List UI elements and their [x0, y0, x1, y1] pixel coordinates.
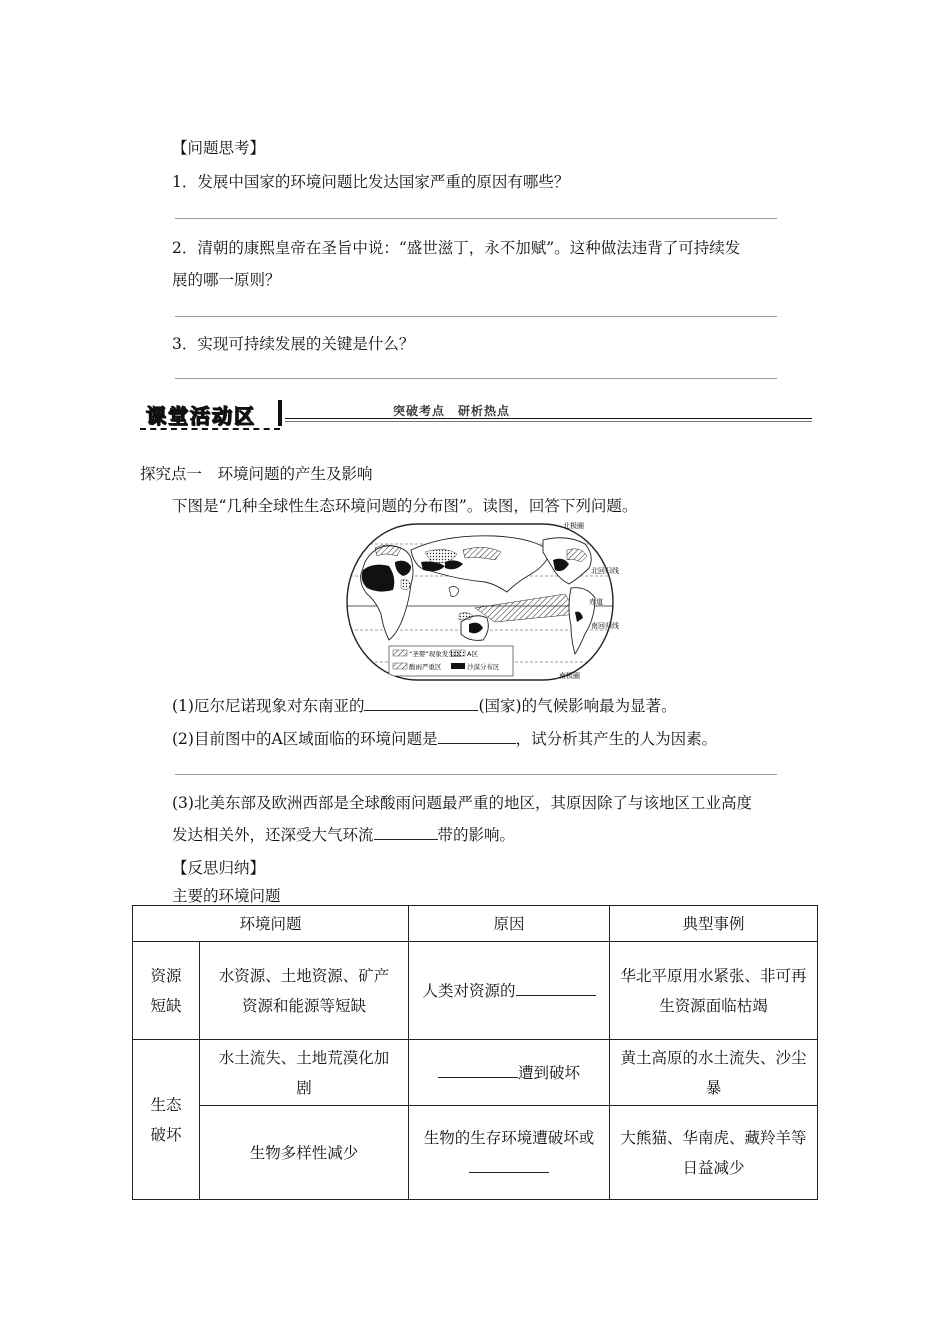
- blank-p2[interactable]: [438, 729, 516, 744]
- question-p1: (1)厄尔尼诺现象对东南亚的 (国家)的气候影响最为显著。: [172, 697, 677, 715]
- header-example: 典型事例: [610, 906, 818, 942]
- legend-area-a-label: A区: [467, 650, 478, 658]
- cause-cell: 遭到破坏: [409, 1040, 610, 1106]
- world-map-figure: [345, 522, 619, 682]
- question-p3-line2: 发达相关外，还深受大气环流 带的影响。: [172, 826, 516, 844]
- table-row: [133, 1106, 818, 1200]
- label-north-polar: 北极圈: [563, 522, 584, 530]
- label-tropic-capricorn: 南回归线: [591, 622, 619, 630]
- example-cell: 大熊猫、华南虎、藏羚羊等日益减少: [610, 1106, 818, 1200]
- legend-acid-rain-swatch: [393, 663, 407, 669]
- banner-subtitle: 突破考点 研析热点: [393, 404, 511, 418]
- question-3: 3．实现可持续发展的关键是什么？: [172, 335, 415, 353]
- legend-el-nino-swatch: [393, 650, 407, 656]
- legend-desert-label: 沙漠分布区: [467, 663, 500, 671]
- blank-p3[interactable]: [374, 825, 438, 840]
- question-p3-line1: (3)北美东部及欧洲西部是全球酸雨问题最严重的地区，其原因除了与该地区工业高度: [172, 794, 752, 812]
- banner-title: 课堂活动区: [146, 404, 256, 428]
- question-p2: (2)目前图中的A区域面临的环境问题是 ，试分析其产生的人为因素。: [172, 730, 718, 748]
- table-title: 主要的环境问题: [172, 887, 281, 905]
- example-cell: 黄土高原的水土流失、沙尘暴: [610, 1040, 818, 1106]
- legend-desert-swatch: [451, 663, 465, 669]
- blank-table-2[interactable]: [438, 1063, 518, 1078]
- reflect-heading: 【反思归纳】: [172, 859, 266, 877]
- answer-line-1[interactable]: [175, 218, 777, 219]
- legend-el-nino-label: “圣婴”现象发生区: [409, 650, 462, 658]
- label-equator: 赤道: [589, 598, 603, 606]
- issue-cell: 水资源、土地资源、矿产资源和能源等短缺: [200, 942, 409, 1040]
- environment-problems-table: [132, 905, 818, 1200]
- issue-cell: 水土流失、土地荒漠化加剧: [200, 1040, 409, 1106]
- legend-acid-rain-label: 酸雨严重区: [409, 663, 442, 671]
- header-cause: 原因: [409, 906, 610, 942]
- cause-cell: 生物的生存环境遭破坏或: [409, 1106, 610, 1200]
- blank-p1[interactable]: [364, 696, 478, 711]
- explore-intro: 下图是“几种全球性生态环境问题的分布图”。读图，回答下列问题。: [172, 497, 638, 515]
- blank-table-3[interactable]: [469, 1158, 549, 1173]
- thinking-heading: 【问题思考】: [172, 139, 266, 157]
- explore-heading: 探究点一 环境问题的产生及影响: [140, 465, 373, 483]
- question-2-line2: 展的哪一原则？: [172, 271, 281, 289]
- section-banner: [140, 398, 812, 432]
- answer-line-3[interactable]: [175, 378, 777, 379]
- table-header-row: [133, 906, 818, 942]
- example-cell: 华北平原用水紧张、非可再生资源面临枯竭: [610, 942, 818, 1040]
- category-cell: 生态破坏: [133, 1040, 200, 1200]
- issue-cell: 生物多样性减少: [200, 1106, 409, 1200]
- table-row: [133, 1040, 818, 1106]
- answer-line-p2[interactable]: [175, 774, 777, 775]
- blank-table-1[interactable]: [516, 981, 596, 996]
- label-south-polar: 南极圈: [559, 672, 580, 680]
- cause-cell: 人类对资源的: [409, 942, 610, 1040]
- answer-line-2[interactable]: [175, 316, 777, 317]
- category-cell: 资源短缺: [133, 942, 200, 1040]
- question-1: 1．发展中国家的环境问题比发达国家严重的原因有哪些？: [172, 173, 570, 191]
- header-problem: 环境问题: [133, 906, 409, 942]
- question-2-line1: 2．清朝的康熙皇帝在圣旨中说：“盛世滋丁，永不加赋”。这种做法违背了可持续发: [172, 239, 741, 257]
- label-tropic-cancer: 北回归线: [591, 567, 619, 575]
- table-row: [133, 942, 818, 1040]
